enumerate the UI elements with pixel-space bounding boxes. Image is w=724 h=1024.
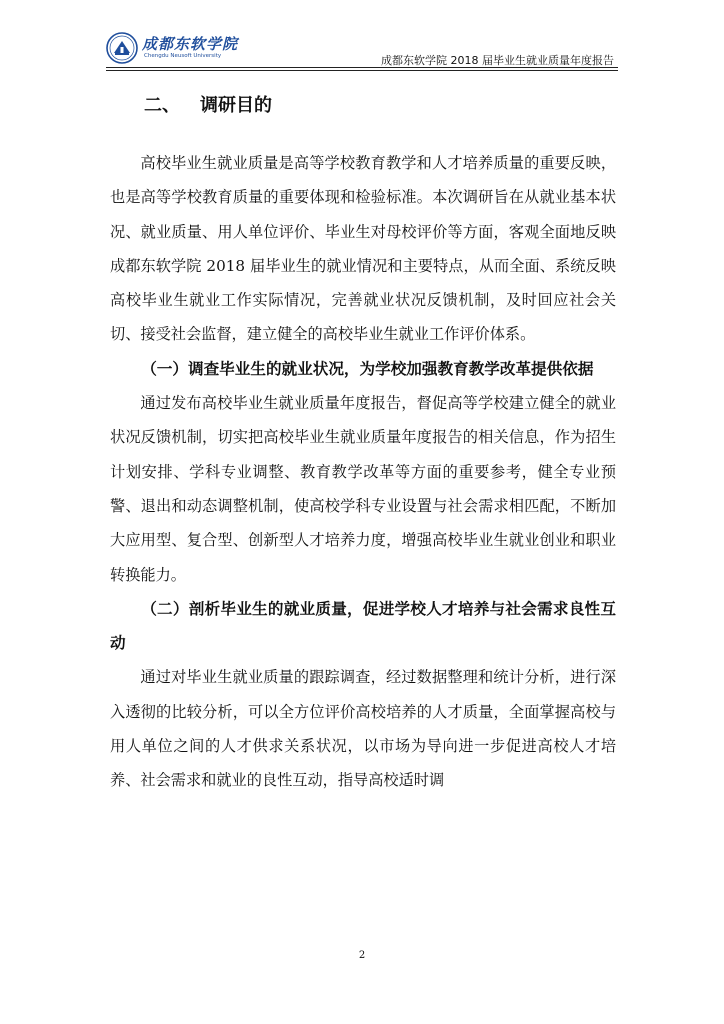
section-number: 二、 [144,95,180,116]
section-title-text: 调研目的 [200,95,272,116]
section-heading [110,88,616,124]
header-divider-thin [106,70,618,71]
logo-chinese-name: 成都东软学院 [142,35,239,53]
page-number: 2 [358,950,366,961]
page-header [0,0,724,72]
subsection-heading-1: （一）调查毕业生的就业状况，为学校加强教育教学改革提供依据 [141,359,594,378]
report-title: 成都东软学院 2018 届毕业生就业质量年度报告 [381,54,614,67]
subsection-heading-2: （二）剖析毕业生的就业质量，促进学校人才培养与社会需求良性互动 [110,599,616,653]
university-logo [106,32,239,64]
header-divider [106,67,618,68]
intro-paragraph: 高校毕业生就业质量是高等学校教育教学和人才培养质量的重要反映，也是高等学校教育质量的重要体现和检验标准。本次调研旨在从就业基本状况、就业质量、用人单位评价、毕业生对母校评价等方面，客观全面地反映成都东软学院 2018 届毕业生的就业情况和主要特点，从而全面、系统反映高校毕业生就业工作实际情况，完善就业状况反馈机制，及时回应社会关切、接受社会监督，建立健全的高校毕业生就业工作评价体系。 [110,154,616,344]
logo-english-name: Chengdu Neusoft University [144,53,222,59]
page-body [110,88,616,798]
subsection-paragraph-1: 通过发布高校毕业生就业质量年度报告，督促高等学校建立健全的就业状况反馈机制，切实把高校毕业生就业质量年度报告的相关信息，作为招生计划安排、学科专业调整、教育教学改革等方面的重要参考，健全专业预警、退出和动态调整机制，使高校学科专业设置与社会需求相匹配，不断加大应用型、复合型、创新型人才培养力度，增强高校毕业生就业创业和职业转换能力。 [110,394,616,584]
subsection-paragraph-2: 通过对毕业生就业质量的跟踪调查，经过数据整理和统计分析，进行深入透彻的比较分析，可以全方位评价高校培养的人才质量，全面掌握高校与用人单位之间的人才供求关系状况，以市场为导向进一步促进高校人才培养、社会需求和就业的良性互动，指导高校适时调 [110,668,616,790]
university-emblem-icon [106,32,138,64]
